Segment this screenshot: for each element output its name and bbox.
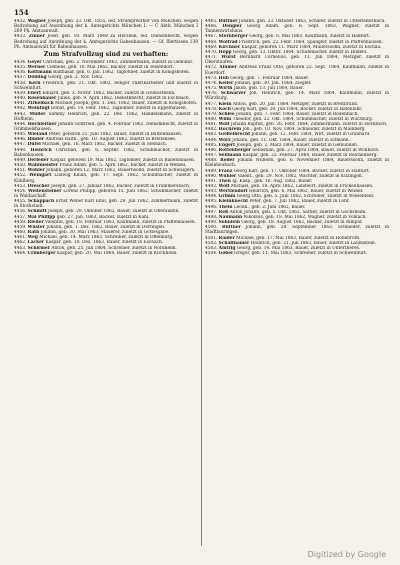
entry-details: Peter, geb. 7. Juli 1862, Bauer, zuletzt in Lohr. — [249, 199, 350, 205]
entry-number: 4480 — [205, 116, 216, 122]
register-entry: 4433. Zinner Josef, geb. 10. März 1849 zu Herzlein, led. Dienstknecht, wegen Bedrohung auf Anordnung der k. Amtsgerichts Gabenhausen. — Gf. Illertissen 139 Ph. Amtsanwalt für Babenhausen. — [14, 34, 198, 50]
entry-surname: Thein — [218, 204, 233, 210]
entry-details: Johann, geb. 11. Okt. 1864, Bauer, zuletzt in Eltmann. — [232, 137, 350, 143]
entry-surname: Wüster — [27, 224, 45, 230]
register-entry: 4472. Alumer Andreas Franz Otto, geboren 22. Sept. 1864, Kaufmann, zuletzt in Euerdorf. — [205, 65, 389, 76]
entry-surname: Kleinknecht — [218, 199, 249, 205]
entry-number: 4485 — [205, 142, 216, 148]
entry-number: 4499 — [205, 220, 216, 226]
entry-number: 4468 — [205, 39, 216, 45]
entry-number: 4466 — [205, 24, 216, 30]
entry-number: 4501 — [205, 235, 216, 241]
entry-number: 4457 — [14, 214, 25, 220]
entry-surname: Hub — [218, 75, 229, 81]
entry-details: Georg Karl, geb. 17. Oktober 1864, Bäcker, zuletzt in Haßfurt. — [233, 168, 370, 174]
entry-surname: Wieland — [27, 132, 48, 138]
entry-surname: Engert — [218, 142, 236, 148]
entry-details: Michael, geb. 14. März 1863, Schreiner, zuletzt in Offenburg. — [39, 235, 174, 241]
entry-number: 4481 — [205, 122, 216, 128]
entry-number: 4437 — [14, 75, 25, 81]
entry-surname: Müller — [29, 111, 46, 117]
entry-details: Andreas Franz Otto, geboren 22. Sept. 1864, Kaufmann, zuletzt in Euerdorf. — [205, 65, 389, 76]
entry-details: Leonh., geb. 2. Juni 1862, Bauer. — [233, 204, 306, 210]
entry-surname: Alumer — [219, 65, 237, 71]
entry-surname: Röder — [220, 158, 235, 164]
entry-surname: Wagner — [27, 19, 47, 24]
entry-details: Valentin, geb. 18. Februar 1863, Kaufmann, zuletzt in Pfaffenhausen. — [45, 219, 196, 225]
entry-surname: Koch — [218, 106, 231, 112]
entry-surname: Weg — [27, 235, 38, 241]
entry-number: 4490 — [205, 173, 216, 179]
entry-number: 4464 — [14, 250, 25, 256]
entry-details: Georg, geb. 14. Mai 1863, Bauer, zuletzt in Untertheres. — [236, 245, 361, 251]
entry-details: Joseph, geb. 29. Oktober 1862, Bauer, zuletzt in Oberaustin. — [48, 209, 180, 215]
entry-details: Johann, geboren 12. März 1862, Bauernsohn, zuletzt in Schwaigern. — [46, 168, 196, 174]
entry-details: Ernst Weber Karl Emil, geb. 29. Juli 1862, Zimmermann, zuletzt in Stockstadt. — [14, 199, 198, 210]
entry-details: Sammy Heinrich, geb. 22. Dez. 1862, Handelsmann, zuletzt in Hofheim. — [14, 111, 198, 122]
entry-details: Kaspar, geb. 20. Mai 1864, Bauer, zuletzt in Kirchheim. — [56, 250, 178, 256]
register-entry: 4442. Weinfügt Donat, geb. 14. Febr. 1862, Taglöhner, zuletzt in Eppelhausen. — [14, 106, 188, 112]
entry-details: Christian, geb. 2. November 1862, Zimmermann, zuletzt in Gemünd. — [42, 59, 194, 65]
entry-details: Friedrich, geb. 22. Febr. 1864, Spängler, zuletzt in Pfaffenhausen. — [238, 39, 383, 45]
entry-surname: Franz — [218, 168, 233, 174]
register-entry: 4495. Kleinknecht Peter, geb. 7. Juli 1862, Bauer, zuletzt in Lohr. — [205, 199, 350, 205]
entry-details: Georg, geb. 13. Oktbr. 1864, Schuhmacher, zuletzt in Hilders. — [232, 49, 368, 55]
entry-surname: Büttner — [221, 225, 241, 231]
entry-details: Friedrich, geb. 21. Okt. 1862, lediger Fabrikarbeiter und zuletzt in Schweinfurt. — [14, 80, 198, 91]
entry-number: 4484 — [205, 137, 216, 143]
register-columns — [14, 19, 390, 546]
register-entry: 4465. Büttner Johann, geb. 23. Oktober 1863, Schäfer, zuletzt in Unterleiterbach. — [205, 19, 386, 24]
entry-surname: Hochleitner — [27, 121, 57, 127]
entry-number: 4447 — [14, 142, 25, 148]
entry-surname: Schäffhamer — [218, 240, 250, 246]
register-entry: 4438. Kern Friedrich, geb. 21. Okt. 1862, lediger Fabrikarbeiter und zuletzt in Schweinfurt. — [14, 80, 198, 91]
register-entry: 4456. Schmitt Joseph, geb. 29. Oktober 1862, Bauer, zuletzt in Oberaustin. — [14, 209, 180, 215]
register-entry: 4440. Rosenbauer Julius, geb. 9. April 1862, Dienstknecht, zuletzt in Eschbach. — [14, 96, 191, 102]
entry-details: Georg, geb. 2. Nov. 1862. — [48, 75, 104, 81]
entry-details: Anton, geb. 25. Juli 1864, Schreiner, zuletzt in Nordheim. — [51, 245, 177, 251]
entry-details: Theodor, geb. 22. Okt. 1864, Schuhmacher, zuletzt in Würzburg. — [232, 116, 374, 122]
entry-details: Donat, geb. 14. Febr. 1862, Taglöhner, zuletzt in Eppelhausen. — [50, 106, 188, 112]
register-entry: 4441. Zirkelbach Michael Joseph, geb. 1. Dez. 1862, Bauer, zuletzt in Königshofen. — [14, 101, 198, 107]
entry-number: 4483 — [205, 132, 216, 138]
entry-number: 4450 — [14, 163, 25, 169]
entry-details: Joseph, geb. 27. Januar 1862, Bäcker, zuletzt in Frammersbach. — [50, 183, 191, 189]
entry-surname: Hochrein — [218, 127, 242, 133]
register-entry: 4437. Döbling Georg, geb. 2. Nov. 1862. — [14, 75, 104, 81]
entry-number: 4459 — [14, 224, 25, 230]
register-entry: 4497. Reß Anton Johann, geb. 5. Okt. 1862, Sattler, zuletzt in Gochsheim. — [205, 209, 367, 215]
entry-surname: Binder — [27, 137, 45, 143]
entry-number: 4497 — [205, 209, 216, 215]
entry-surname: Ebert — [27, 90, 41, 96]
entry-surname: Derleder — [27, 157, 49, 163]
entry-details: Michael, geb. 18. April 1862, Landwirt, zuletzt in Frickenhausen. — [230, 184, 374, 189]
entry-details: Johann, geb. 1. Dez. 1862, Bauer, zuletzt in Dertingen. — [46, 224, 166, 230]
entry-surname: Wolf — [218, 122, 230, 128]
register-entry: 4467. Sternberger Georg, geb. 6. Mai 1863, Kaufmann, zuletzt in Haßfurt. — [205, 34, 371, 40]
entry-number: 4475 — [205, 86, 216, 92]
entry-surname: Wirth — [218, 86, 233, 92]
register-entry: 4480. Wilm Theodor, geb. 22. Okt. 1864, Schuhmacher, zuletzt in Würzburg. — [205, 116, 374, 122]
entry-details: Franz Adam, geb. 5. April 1862, Bäcker, zuletzt in Wenzel. — [59, 163, 187, 169]
entry-number: 4482 — [205, 127, 216, 133]
register-entry: 4444. Hochleitner Johann Gottfried, geb. 4. Februar 1862, Dienstknecht, zuletzt in Grimmelshausen. — [14, 121, 198, 132]
entry-number: 4476 — [205, 91, 216, 97]
entry-number: 4504 — [205, 251, 216, 257]
entry-details: Bernhard Cornelius, geb. 11. Juli 1864, Metzger, zuletzt in Oberstaufen. — [205, 55, 389, 66]
register-entry: 4458. Rieder Valentin, geb. 18. Februar 1863, Kaufmann, zuletzt in Pfaffenhausen. — [14, 219, 196, 225]
entry-number: 4494 — [205, 194, 216, 200]
register-entry: 4502. Schäffhamer Heinrich, geb. 21. Juli 1863, Bauer, zuletzt in Lauenstein. — [205, 240, 377, 246]
register-entry: 4457. Wai Philipp geb. 27. Jan. 1863, Bäcker, zuletzt in Kahl. — [14, 214, 150, 220]
register-entry: 4478. Koch Georg Karl, geb. 20. Juli 1864, Bäcker, zuletzt in Hafenlohr. — [205, 106, 363, 112]
entry-number: 4487 — [205, 153, 216, 159]
register-entry: 4473. Hub Georg, geb. 7. Februar 1864, Bauer. — [205, 75, 310, 81]
entry-surname: Werner — [27, 65, 46, 71]
register-entry: 4449. Derleder Kaspar, geboren 19. Mai 1862, Taglöhner, zuletzt in Babenhausen. — [14, 157, 196, 163]
left-column — [14, 19, 198, 546]
register-entry: 4476. Schwarzer Joh. Heinrich, geb. 14. März 1864, Kaufmann, zuletzt in Würzburg. — [205, 91, 389, 102]
entry-details: Kaspar, geboren 19. Mai 1862, Taglöhner, zuletzt in Babenhausen. — [50, 157, 196, 163]
register-entry: 4464. Crimberger Kaspar, geb. 20. Mai 1864, Bauer, zuletzt in Kirchheim. — [14, 250, 178, 256]
entry-details: Sebastian, geb. 27. April 1864, Bauer, zuletzt in Wollbach. — [252, 147, 380, 153]
entry-surname: Geißelbrecht — [218, 132, 251, 138]
entry-surname: Weinfügt — [27, 106, 50, 112]
register-entry: 4432. Wagner Joseph, geb. 23. Okt. 1855, led. Strumpfwirker von München, wegen Bedrohung auf Anordnung der k. Amtsgerichts München I. — C Abth. München I 269 Ph. Amtsanwalt. — [14, 19, 198, 35]
entry-number: 4470 — [205, 49, 216, 55]
entry-surname: Wertlendorf — [218, 189, 248, 195]
register-entry: 4450. Wahlmeister Franz Adam, geb. 5. April 1862, Bäcker, zuletzt in Wenzel. — [14, 163, 187, 169]
register-entry: 4452. Weingart Ludwig Kilian, geb. 17. Sept. 1862, Schuhmacher, zuletzt in Kühlberg. — [14, 173, 198, 184]
entry-number: 4465 — [205, 19, 216, 24]
entry-surname: Söhnlein — [218, 220, 241, 226]
entry-details: Joseph, geb. 2. März 1864, Bauer, zuletzt in Gemünden. — [236, 142, 359, 148]
entry-surname: Sellmann — [218, 153, 242, 159]
register-entry: 4490. Wühler Valent., geb. 29. Nov. 1862, Wächter, zuletzt in Kitzingen. — [205, 173, 364, 179]
entry-surname: Rieder — [27, 219, 44, 225]
entry-surname: Wilm — [218, 116, 232, 122]
entry-number: 4442 — [14, 106, 25, 112]
entry-details: Georg, geb. 7. Februar 1864, Bauer. — [230, 75, 310, 81]
register-entry: 4483. Geißelbrecht Johann, geb. 12. Febr. 1864, Wirt, zuletzt in Grünhard. — [205, 132, 371, 138]
entry-surname: Wöhler — [27, 168, 45, 174]
entry-number: 4434 — [14, 59, 25, 65]
entry-number: 4492 — [205, 184, 216, 189]
page-number: 154 — [14, 8, 29, 17]
register-entry: 4461. Weg Michael, geb. 14. März 1863, Schreiner, zuletzt in Offenburg. — [14, 235, 174, 241]
entry-details: Kaspar, geb. 22. Februar 1864, Bauer, zuletzt in Reichenberg. — [242, 153, 378, 159]
register-entry: 4474. Keller Johann, geb. 30. Jan. 1864, Ziegler. — [205, 80, 312, 86]
entry-details: Lorenz Philipp, geboren 15. Juni 1862, Schuhmacher, zuletzt in Waldaschaff. — [14, 188, 198, 199]
entry-details: Johann, geb. 12. Febr. 1864, Wirt, zuletzt in Grünhard. — [251, 132, 371, 138]
entry-number: 4452 — [14, 173, 25, 179]
register-entry: 4503. Amtrig Georg, geb. 14. Mai 1863, Bauer, zuletzt in Untertheres. — [205, 245, 361, 251]
register-entry: 4504. Göbel Gregor, geb. 11. Mai 1863, Schreiner, zuletzt in Schweinfurt. — [205, 251, 368, 257]
entry-number: 4503 — [205, 245, 216, 251]
entry-details: Michael Joseph, geb. 1. Dez. 1862, Bauer, zuletzt in Königshofen. — [54, 101, 198, 107]
register-entry: 4501. Raider Michael, geb. 17. Mai 1863, Bauer, zuletzt in Hohenroth. — [205, 235, 361, 241]
entry-surname: Dengler — [222, 24, 242, 30]
entry-surname: Wühler — [218, 173, 237, 179]
entry-number: 4448 — [14, 147, 25, 153]
entry-details: Georg, geb. 18. August 1862, Bäcker, zuletzt in Rimpar. — [241, 220, 363, 226]
entry-number: 4472 — [205, 65, 216, 71]
register-entry: 4439. Ebert Eduard, geb. 3. Novbr. 1862, Bäcker, zuletzt in Großostheim. — [14, 90, 176, 96]
entry-details: Clemens, geb. 10. Mai 1862, Bäcker, zuletzt in Teisendorf. — [46, 65, 174, 71]
entry-number: 4455 — [14, 199, 25, 205]
register-entry: 4486. Rottenberger Sebastian, geb. 27. April 1864, Bauer, zuletzt in Wollbach. — [205, 147, 380, 153]
entry-details: Eduard, geb. 3. Novbr. 1862, Bäcker, zuletzt in Großostheim. — [42, 90, 176, 96]
right-column — [205, 19, 389, 546]
entry-surname: Hepp — [218, 49, 232, 55]
entry-details: Johann, geb. 23. Oktober 1863, Schäfer, zuletzt in Unterleiterbach. — [238, 19, 386, 24]
register-entry: 4445. Wieland Peter, geboren 21. Juni 1862, Bauer, zuletzt in Büttenhausen. — [14, 132, 183, 138]
entry-details: Christian, geb. 6. Septbr. 1862, Schuhmacher, zuletzt in Babenhausen. — [14, 147, 198, 158]
entry-details: Michael, geb. 16. März 1862, Bäcker, zuletzt in Steinach. — [42, 142, 168, 148]
entry-details: Johann Wilhelm, geb. 6. November 1864, Bauerssohn, zuletzt in Kleinheubach. — [205, 158, 389, 169]
register-entry: 4446. Binder Andreas Balth., geb. 10. August 1862, zuletzt in Breitensee. — [14, 137, 177, 143]
entry-surname: Weingart — [29, 173, 52, 179]
register-entry: 4436. Kottmann Balthasar, geb. 6. Jan. 1862, Taglöhner, zuletzt in Königshofen. — [14, 70, 191, 76]
entry-details: Johann Baptist, geb. 26. Febr. 1864, Zimmermann, zuletzt in Hörnbach. — [230, 122, 388, 128]
entry-number: 4493 — [205, 189, 216, 195]
register-entry: 4482. Hochrein Joh., geb. 10. Nov. 1864, Schneider, zuletzt in Mainberg. — [205, 127, 366, 133]
entry-details: Georg Adam, geb. 6. Sept. 1863, Wagner, zuletzt in Tannenwirtshaus. — [205, 24, 389, 35]
entry-number: 4471 — [205, 55, 216, 61]
register-entry: 4466. Dengler Georg Adam, geb. 6. Sept. 1863, Wagner, zuletzt in Tannenwirtshaus. — [205, 24, 389, 35]
section-heading: Zum Strafvollzug sind zu verhaften: — [43, 50, 169, 58]
entry-number: 4489 — [205, 168, 216, 174]
entry-surname: Wahlmeister — [27, 163, 58, 169]
entry-surname: Rottenberger — [218, 147, 251, 153]
entry-surname: Raider — [218, 235, 235, 241]
register-entry: 4453. Drescher Joseph, geb. 27. Januar 1862, Bäcker, zuletzt in Frammersbach. — [14, 183, 191, 189]
register-entry: 4447. Düfel Michael, geb. 16. März 1862, Bäcker, zuletzt in Steinach. — [14, 142, 168, 148]
entry-details: Nikolaus, geb. 19. Mai 1862, Wagner, zuletzt in Volkach. — [243, 214, 367, 220]
entry-number: 4473 — [205, 75, 216, 81]
entry-number: 4502 — [205, 240, 216, 246]
entry-number: 4433 — [14, 34, 25, 40]
entry-number: 4436 — [14, 70, 25, 76]
entry-surname: Göbel — [218, 251, 233, 257]
entry-number: 4477 — [205, 101, 216, 107]
register-entry: 4475. Wirth Jakob, geb. 13. Juli 1864, Bauer. — [205, 86, 304, 92]
entry-number: 4446 — [14, 137, 25, 143]
entry-surname: Büttner — [218, 19, 238, 24]
entry-number: 4458 — [14, 219, 25, 225]
register-entry: 4448. Heinrich Christian, geb. 6. Septbr. 1862, Schuhmacher, zuletzt in Babenhausen. — [14, 147, 198, 158]
entry-details: geb. 27. Jan. 1863, Bäcker, zuletzt in Kahl. — [56, 214, 150, 220]
entry-surname: Geyer — [27, 59, 42, 65]
entry-number: 4440 — [14, 96, 25, 102]
entry-details: Anton Johann, geb. 5. Okt. 1862, Sattler, zuletzt in Gochsheim. — [229, 209, 367, 215]
entry-details: Joh., geb. 10. Nov. 1864, Schneider, zuletzt in Mainberg. — [242, 127, 366, 133]
entry-number: 4443 — [14, 111, 25, 117]
entry-surname: Naumann — [218, 214, 243, 220]
register-entry: 4459. Wüster Johann, geb. 1. Dez. 1862, Bauer, zuletzt in Dertingen. — [14, 224, 166, 230]
entry-number: 4500 — [205, 225, 216, 231]
entry-details: Johann, geb. 30. Jan. 1864, Ziegler. — [234, 80, 312, 86]
entry-number: 4479 — [205, 111, 216, 117]
entry-details: Joh. Heinrich, geb. 14. März 1864, Kaufmann, zuletzt in Würzburg. — [205, 91, 389, 102]
entry-details: Heinrich, geb. 6. Mai 1862, Bauer, zuletzt in Weiher. — [248, 189, 364, 195]
entry-surname: Kern — [28, 80, 41, 86]
register-entry: 4477. Klein Anton, geb. 20. Jan. 1864, Metzger, zuletzt in Breitbrunn. — [205, 101, 359, 107]
entry-surname: Kottmann — [27, 70, 52, 76]
register-entry: 4488. Röder Johann Wilhelm, geb. 6. November 1864, Bauerssohn, zuletzt in Kleinheubach. — [205, 158, 389, 169]
register-entry: 4500. Büttner Johann, geb. 28. September 1863, Schneider, zuletzt in Stadtlauringen. — [205, 225, 389, 236]
entry-surname: Schwarzer — [220, 91, 246, 97]
entry-number: 4441 — [14, 101, 25, 107]
entry-details: Balthasar, geb. 6. Jan. 1862, Taglöhner, zuletzt in Königshofen. — [53, 70, 191, 76]
register-entry: 4471. Wurst Bernhard Cornelius, geb. 11. Juli 1864, Metzger, zuletzt in Oberstaufen. — [205, 55, 389, 66]
entry-surname: Then — [218, 178, 231, 184]
entry-surname: Rosenbauer — [27, 96, 57, 102]
entry-surname: Wurst — [221, 55, 236, 61]
entry-surname: Zinner — [28, 34, 45, 40]
entry-surname: Reß — [218, 209, 229, 215]
entry-details: Johann, geb. 7. Febr. 1864, Bauer, zuletzt in Rodenbach. — [236, 111, 359, 117]
entry-surname: Amtrig — [218, 245, 236, 251]
register-entry: 4493. Wertlendorf Heinrich, geb. 6. Mai 1862, Bauer, zuletzt in Weiher. — [205, 189, 364, 195]
entry-number: 4491 — [205, 178, 216, 184]
register-entry: 4492. Wolf Michael, geb. 18. April 1862, Landwirt, zuletzt in Frickenhausen. — [205, 184, 374, 189]
entry-details: Josef, geb. 10. März 1849 zu Herzlein, led. Dienstknecht, wegen Bedrohung auf Anordnung der k. Amtsgerichts Gabenhausen. — Gf. Illertissen 139 Ph. Amtsanwalt für Babenhausen. — [14, 34, 198, 50]
entry-surname: Klein — [218, 101, 232, 107]
entry-surname: Schappach — [27, 199, 55, 205]
register-entry: 4485. Engert Joseph, geb. 2. März 1864, Bauer, zuletzt in Gemünden. — [205, 142, 359, 148]
entry-surname: Lacker — [27, 240, 45, 246]
register-entry: 4460. Rath Johann, geb. 30. Mai 1863, Mauerer, zuletzt in Gottesgabe. — [14, 230, 170, 236]
entry-number: 4445 — [14, 132, 25, 138]
register-entry: 4498. Naumann Nikolaus, geb. 19. Mai 1862, Wagner, zuletzt in Volkach. — [205, 214, 367, 220]
entry-details: Michael, geb. 17. Mai 1863, Bauer, zuletzt in Hohenroth. — [236, 235, 361, 241]
entry-number: 4461 — [14, 235, 25, 241]
entry-details: Anton, geb. 20. Jan. 1864, Metzger, zuletzt in Breitbrunn. — [232, 101, 359, 107]
entry-number: 4454 — [14, 188, 25, 194]
entry-details: Andreas Balth., geb. 10. August 1862, zuletzt in Breitensee. — [45, 137, 177, 143]
entry-details: Johann Gottfried, geb. 4. Februar 1862, Dienstknecht, zuletzt in Grimmelshausen. — [14, 121, 198, 132]
entry-number: 4463 — [14, 245, 25, 251]
entry-number: 4449 — [14, 157, 25, 163]
entry-number: 4462 — [14, 240, 25, 246]
entry-surname: Schlee — [218, 111, 235, 117]
entry-details: Johann, geb. 28. September 1863, Schneider, zuletzt in Stadtlauringen. — [205, 225, 389, 236]
entry-surname: Drescher — [27, 183, 50, 189]
entry-number: 4495 — [205, 199, 216, 205]
entry-surname: Crimberger — [27, 250, 56, 256]
entry-details: Ig. Kasp., geb. 16. Aug. 1862, Bauer. — [232, 178, 313, 184]
register-entry: 4499. Söhnlein Georg, geb. 18. August 1862, Bäcker, zuletzt in Rimpar. — [205, 220, 363, 226]
register-entry: 4468. Wolfrad Friedrich, geb. 22. Febr. 1864, Spängler, zuletzt in Pfaffenhausen. — [205, 39, 383, 45]
register-entry: 4435. Werner Clemens, geb. 10. Mai 1862, Bäcker, zuletzt in Teisendorf. — [14, 65, 174, 71]
entry-surname: Heinrich — [30, 147, 52, 153]
entry-details: Valent., geb. 29. Nov. 1862, Wächter, zuletzt in Kitzingen. — [237, 173, 364, 179]
register-entry: 4454. Weitensteiner Lorenz Philipp, geboren 15. Juni 1862, Schuhmacher, zuletzt in Waldaschaff. — [14, 188, 198, 199]
entry-surname: Wolfrad — [218, 39, 238, 45]
register-entry: 4434. Geyer Christian, geb. 2. November 1862, Zimmermann, zuletzt in Gemünd. — [14, 59, 194, 65]
entry-details: Georg Otto, geb. 5. Juni 1862, Schreiner, zuletzt in Wiesenfeld. — [236, 194, 375, 200]
entry-number: 4435 — [14, 65, 25, 71]
entry-details: Johann, geb. 30. Mai 1863, Mauerer, zuletzt in Gottesgabe. — [40, 230, 170, 236]
register-entry: 4489. Franz Georg Karl, geb. 17. Oktober 1864, Bäcker, zuletzt in Haßfurt. — [205, 168, 370, 174]
entry-number: 4456 — [14, 209, 25, 215]
register-entry: 4469. Kirchner Kaspar, geboren 11. März 1864, Müllerssohn, zuletzt in Eschau. — [205, 44, 382, 50]
entry-number: 4496 — [205, 204, 216, 210]
register-entry: 4479. Schlee Johann, geb. 7. Febr. 1864, Bauer, zuletzt in Rodenbach. — [205, 111, 359, 117]
register-entry: 4491. Then Ig. Kasp., geb. 16. Aug. 1862, Bauer. — [205, 178, 313, 184]
entry-surname: Schirmer — [27, 245, 50, 251]
entry-number: 4486 — [205, 147, 216, 153]
entry-surname: Wai Philipp — [27, 214, 56, 220]
entry-surname: Düfel — [27, 142, 41, 148]
entry-number: 4467 — [205, 34, 216, 40]
entry-surname: Grimm — [218, 194, 236, 200]
register-entry: 4455. Schappach Ernst Weber Karl Emil, geb. 29. Juli 1862, Zimmermann, zuletzt in Stockstadt. — [14, 199, 198, 210]
entry-surname: Schmitt — [27, 209, 47, 215]
entry-details: Heinrich, geb. 21. Juli 1863, Bauer, zuletzt in Lauenstein. — [250, 240, 377, 246]
register-entry: 4487. Sellmann Kaspar, geb. 22. Februar 1864, Bauer, zuletzt in Reichenberg. — [205, 153, 378, 159]
entry-surname: Döbling — [27, 75, 47, 81]
entry-details: Georg Karl, geb. 20. Juli 1864, Bäcker, zuletzt in Hafenlohr. — [232, 106, 363, 112]
column-divider — [201, 19, 202, 546]
entry-details: Kaspar, geb. 10. Dez. 1863, Bauer, zuletzt in Eschach. — [45, 240, 164, 246]
entry-number: 4498 — [205, 214, 216, 220]
entry-surname: Keller — [218, 80, 234, 86]
entry-number: 4460 — [14, 230, 25, 236]
register-entry: 4462. Lacker Kaspar, geb. 10. Dez. 1863, Bauer, zuletzt in Eschach. — [14, 240, 164, 246]
entry-details: Kaspar, geboren 11. März 1864, Müllerssohn, zuletzt in Eschau. — [241, 44, 382, 50]
register-entry: 4463. Schirmer Anton, geb. 25. Juli 1864, Schreiner, zuletzt in Nordheim. — [14, 245, 177, 251]
entry-surname: Wolf — [218, 184, 230, 189]
register-entry: 4484. Wörz Johann, geb. 11. Okt. 1864, Bauer, zuletzt in Eltmann. — [205, 137, 350, 143]
entry-details: Gregor, geb. 11. Mai 1863, Schreiner, zuletzt in Schweinfurt. — [233, 251, 368, 257]
entry-number: 4474 — [205, 80, 216, 86]
entry-number: 4438 — [14, 80, 25, 86]
entry-details: Jakob, geb. 13. Juli 1864, Bauer. — [233, 86, 304, 92]
entry-number: 4453 — [14, 183, 25, 189]
register-entry: 4451. Wöhler Johann, geboren 12. März 1862, Bauernsohn, zuletzt in Schwaigern. — [14, 168, 196, 174]
register-entry: 4494. Grimm Georg Otto, geb. 5. Juni 1862, Schreiner, zuletzt in Wiesenfeld. — [205, 194, 375, 200]
entry-details: Joseph, geb. 23. Okt. 1855, led. Strumpfwirker von München, wegen Bedrohung auf Anordnung der k. Amtsgerichts München I. — C Abth. München I 269 Ph. Amtsanwalt. — [14, 19, 198, 35]
entry-details: Ludwig Kilian, geb. 17. Sept. 1862, Schuhmacher, zuletzt in Kühlberg. — [14, 173, 198, 184]
entry-surname: Sternberger — [218, 34, 248, 40]
entry-number: 4444 — [14, 121, 25, 127]
entry-surname: Rath — [27, 230, 40, 236]
entry-details: Julius, geb. 9. April 1862, Dienstknecht, zuletzt in Eschbach. — [57, 96, 191, 102]
entry-surname: Wörz — [218, 137, 231, 143]
entry-surname: Kirchner — [218, 44, 241, 50]
entry-number: 4432 — [14, 19, 25, 24]
register-entry: 4496. Thein Leonh., geb. 2. Juni 1862, Bauer. — [205, 204, 306, 210]
entry-details: Georg, geb. 6. Mai 1863, Kaufmann, zuletzt in Haßfurt. — [249, 34, 371, 40]
entry-number: 4488 — [205, 158, 216, 164]
register-entry: 4470. Hepp Georg, geb. 13. Oktbr. 1864, Schuhmacher, zuletzt in Hilders. — [205, 49, 368, 55]
entry-number: 4451 — [14, 168, 25, 174]
register-entry: 4443. Müller Sammy Heinrich, geb. 22. Dez. 1862, Handelsmann, zuletzt in Hofheim. — [14, 111, 198, 122]
google-watermark: Digitized by Google — [307, 550, 386, 559]
entry-surname: Weitensteiner — [27, 188, 62, 194]
entry-details: Peter, geboren 21. Juni 1862, Bauer, zuletzt in Büttenhausen. — [48, 132, 183, 138]
register-entry: 4481. Wolf Johann Baptist, geb. 26. Febr. 1864, Zimmermann, zuletzt in Hörnbach. — [205, 122, 388, 128]
entry-surname: Zirkelbach — [27, 101, 54, 107]
entry-number: 4439 — [14, 90, 25, 96]
entry-number: 4469 — [205, 44, 216, 50]
entry-number: 4478 — [205, 106, 216, 112]
